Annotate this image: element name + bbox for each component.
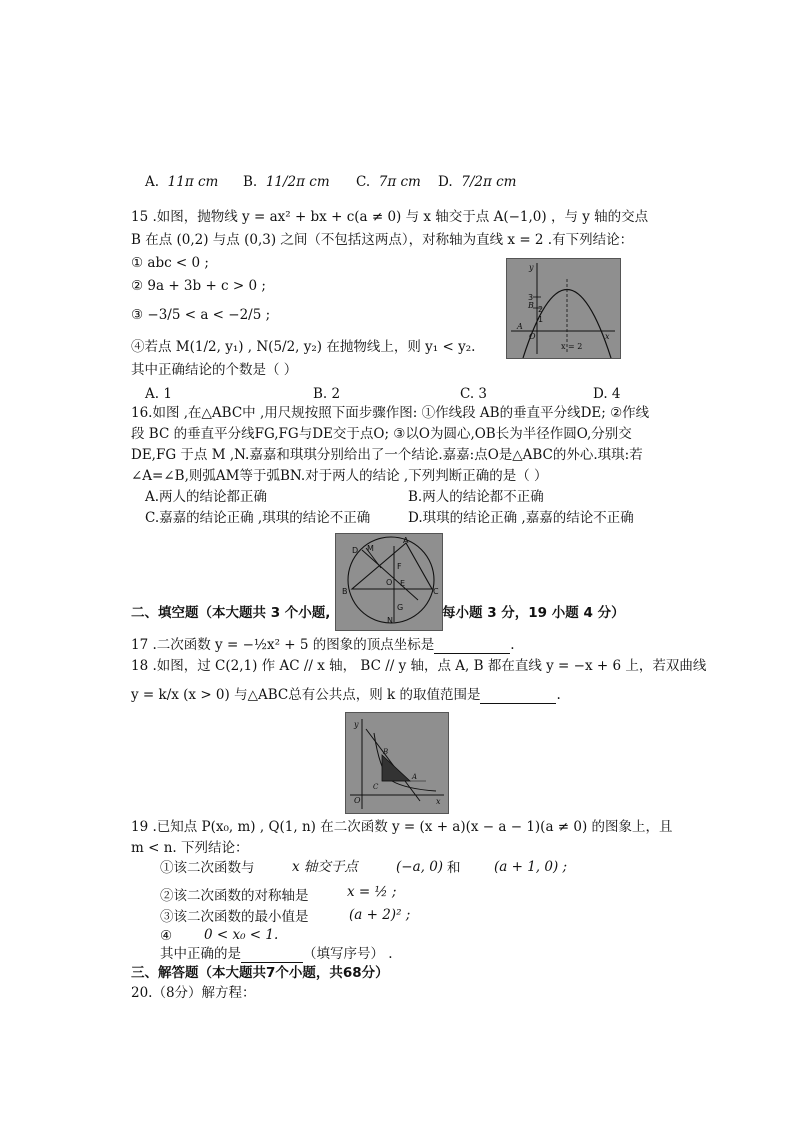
q14-option-a: A. 11π cm [145, 174, 219, 190]
q19-answer-blank[interactable] [241, 948, 303, 963]
q18-fig-label-b: B [383, 748, 389, 756]
q19-answer-line [160, 945, 393, 963]
q18-line1: 18 .如图，过 C(2,1) 作 AC // x 轴， BC // y 轴，点 A, B 都在直线 y = −x + 6 上，若双曲线 [131, 658, 707, 674]
q16-fig-label-a: A [403, 536, 409, 545]
q15-conclusion-1: ① abc < 0 ; [131, 255, 209, 271]
q15-fig-label-y: y [529, 263, 534, 272]
q16-fig-label-d: D [352, 546, 359, 555]
q18-answer-blank[interactable] [480, 689, 556, 704]
q15-fig-label-a: A [517, 322, 523, 331]
q18-line2: y = k/x (x > 0) 与△ABC总有公共点，则 k 的取值范围是 . [131, 687, 561, 703]
q16-line1: 16.如图 ,在△ABC中 ,用尺规按照下面步骤作图: ①作线段 AB的垂直平分线DE; ②作线 [131, 405, 650, 421]
q16-line3: DE,FG 于点 M ,N.嘉嘉和琪琪分别给出了一个结论.嘉嘉:点O是△ABC的外心.琪琪:若 [131, 447, 643, 463]
q14-option-c: C. 7π cm [356, 174, 421, 190]
q15-conclusion-3: ③ −3/5 < a < −2/5 ; [131, 307, 271, 323]
q19-c2a: ②该二次函数的对称轴是 [160, 888, 309, 904]
q17-text: 17 .二次函数 y = −½x² + 5 的图象的顶点坐标是 . [131, 637, 515, 653]
q18-triangle-figure [345, 712, 449, 814]
q19-answer-label: 其中正确的是 [160, 946, 241, 962]
q18-fig-label-y: y [354, 720, 359, 729]
q16-option-a: A.两人的结论都正确 [145, 489, 268, 505]
q15-fig-label-o: O [529, 332, 536, 341]
q15-conclusion-2: ② 9a + 3b + c > 0 ; [131, 278, 266, 294]
q19-c3b: (a + 2)² ; [349, 907, 411, 923]
q19-c3a: ③该二次函数的最小值是 [160, 909, 309, 925]
q16-fig-label-f: F [397, 562, 402, 571]
q18-fig-label-c: C [373, 783, 379, 791]
q19-line1: 19 .已知点 P(x₀, m) , Q(1, n) 在二次函数 y = (x + a)(x − a − 1)(a ≠ 0) 的图象上，且 [131, 819, 673, 835]
q19-c1d: 和 [447, 860, 461, 876]
q15-option-c: C. 3 [460, 386, 488, 402]
section2-heading-right: 每小题 3 分，19 小题 4 分） [442, 605, 625, 621]
q15-line1: 15 .如图，抛物线 y = ax² + bx + c(a ≠ 0) 与 x 轴交于点 A(−1,0) ，与 y 轴的交点 [131, 209, 649, 225]
q15-option-a: A. 1 [145, 386, 172, 402]
q16-fig-label-g: G [397, 603, 404, 612]
q16-line2: 段 BC 的垂直平分线FG,FG与DE交于点O; ③以O为圆心,OB长为半径作圆O,分别交 [131, 426, 632, 442]
q15-fig-label-x: x [605, 332, 610, 341]
q15-fig-label-axis: x = 2 [561, 342, 583, 351]
q16-fig-label-b: B [342, 587, 348, 596]
q16-option-b: B.两人的结论都不正确 [408, 489, 544, 505]
q15-line2: B 在点 (0,2) 与点 (0,3) 之间（不包括这两点），对称轴为直线 x = 2 .有下列结论： [131, 232, 634, 248]
q15-fig-label-two: 2 [538, 305, 544, 314]
q19-answer-tail: （填写序号） . [303, 946, 393, 962]
q15-fig-label-b: B [528, 301, 534, 310]
q20-text: 20.（8分）解方程： [131, 985, 256, 1001]
q19-c1b: x 轴交于点 [292, 859, 358, 875]
section3-heading: 三、解答题（本大题共7个小题，共68分） [131, 965, 389, 981]
q15-question: 其中正确结论的个数是（ ） [131, 362, 298, 378]
q15-fig-label-three: 3 [528, 293, 534, 302]
q16-fig-label-e: E [400, 579, 406, 588]
q14-option-b: B. 11/2π cm [243, 174, 330, 190]
q19-c1a: ①该二次函数与 [160, 860, 255, 876]
section2-heading-left: 二、填空题（本大题共 3 个小题, [131, 605, 331, 621]
q19-c1e: (a + 1, 0) ; [494, 859, 568, 875]
q18-fig-label-o: O [354, 796, 361, 805]
q16-option-d: D.琪琪的结论正确 ,嘉嘉的结论不正确 [408, 510, 634, 526]
q14-option-d: D. 7/2π cm [438, 174, 517, 190]
q18-fig-label-a: A [412, 773, 418, 781]
q18-fig-label-x: x [436, 797, 441, 806]
q15-parabola-figure [506, 258, 621, 359]
q16-option-c: C.嘉嘉的结论正确 ,琪琪的结论不正确 [145, 510, 371, 526]
q19-c4b: 0 < x₀ < 1. [204, 927, 279, 943]
q16-fig-label-c: C [433, 587, 439, 596]
q16-line4: ∠A=∠B,则弧AM等于弧BN.对于两人的结论 ,下列判断正确的是（ ） [131, 468, 548, 484]
q18-stem: y = k/x (x > 0) 与△ABC总有公共点，则 k 的取值范围是 [131, 687, 481, 703]
q16-fig-label-o: O [386, 578, 393, 587]
q15-option-b: B. 2 [313, 386, 341, 402]
q19-line2: m < n. 下列结论： [131, 840, 249, 856]
q15-conclusion-4: ④若点 M(1/2, y₁) , N(5/2, y₂) 在抛物线上，则 y₁ < y₂. [131, 339, 476, 355]
q15-option-d: D. 4 [593, 386, 621, 402]
q16-fig-label-m: M [367, 544, 374, 553]
q17-answer-blank[interactable] [434, 639, 510, 654]
q16-circle-figure [335, 533, 443, 631]
q19-c4a: ④ [160, 928, 173, 944]
q19-c1c: (−a, 0) [396, 859, 444, 875]
q16-fig-label-n: N [387, 616, 393, 625]
q19-c2b: x = ½ ; [347, 884, 397, 900]
q15-fig-label-one: 1 [538, 315, 544, 324]
q17-stem: 17 .二次函数 y = −½x² + 5 的图象的顶点坐标是 [131, 637, 435, 653]
